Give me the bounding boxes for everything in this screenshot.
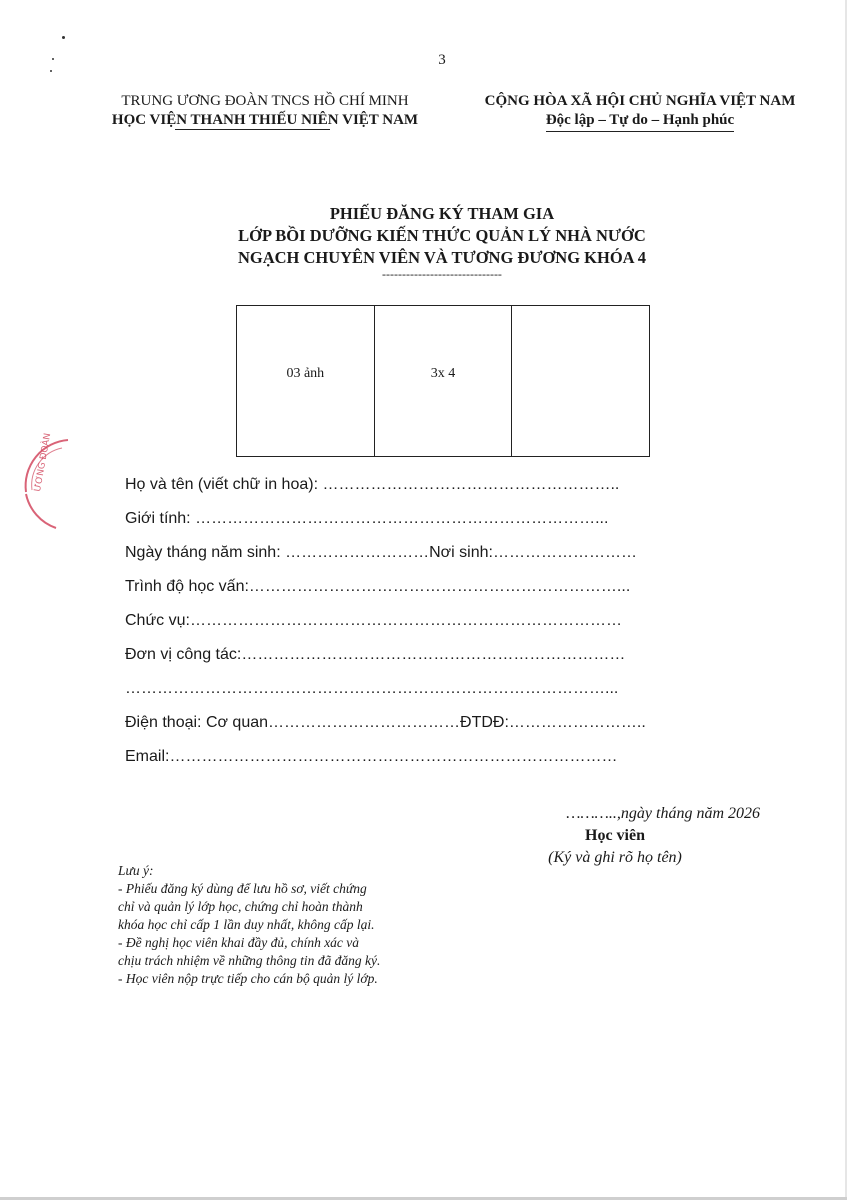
header-right-country: CỘNG HÒA XÃ HỘI CHỦ NGHĨA VIỆT NAM [484,93,796,109]
notes-line-3: khóa học chỉ cấp 1 lần duy nhất, không cấp lại. [118,917,375,932]
scan-speck [52,58,54,60]
field-phone[interactable]: Điện thoại: Cơ quan………………………………ĐTDĐ:…………………….. [125,714,646,731]
notes-line-6: - Học viên nộp trực tiếp cho cán bộ quản lý lớp. [118,971,378,986]
form-title [0,203,847,279]
notes-heading: Lưu ý: [118,863,154,878]
photo-cell-2: 3x 4 [375,306,513,456]
header-right-motto: Độc lập – Tự do – Hạnh phúc [546,111,734,132]
signature-date: ………..,ngày tháng năm 2026 [566,805,760,822]
field-workplace-continued[interactable]: ………………………………………………………………………………... [125,680,619,697]
page-number: 3 [438,52,446,68]
form-fields [125,472,765,778]
form-title-line1: PHIẾU ĐĂNG KÝ THAM GIA [329,204,555,223]
form-title-line2: LỚP BỒI DƯỠNG KIẾN THỨC QUẢN LÝ NHÀ NƯỚC [238,226,646,245]
field-birth[interactable]: Ngày tháng năm sinh: ………………………Nơi sinh:……………………… [125,544,637,561]
header-left-underline [175,129,330,130]
photo-cell-3 [512,306,649,456]
stamp-mark [16,432,76,532]
scan-speck [62,36,65,39]
header-left [70,92,460,130]
signature-block [430,803,770,869]
stamp-text: ƯƠNG ĐOÀN [33,432,54,493]
form-title-line3: NGẠCH CHUYÊN VIÊN VÀ TƯƠNG ĐƯƠNG KHÓA 4 [237,248,647,267]
signature-note: (Ký và ghi rõ họ tên) [548,849,682,866]
field-email[interactable]: Email:………………………………………………………………………… [125,748,618,765]
field-education[interactable]: Trình độ học vấn:……………………………………………………………... [125,578,631,595]
field-workplace[interactable]: Đơn vị công tác:……………………………………………………………… [125,646,626,663]
scan-speck [50,70,52,72]
notes-block [118,862,468,988]
signature-title: Học viên [585,827,645,844]
header-left-org: TRUNG ƯƠNG ĐOÀN TNCS HỒ CHÍ MINH [121,93,409,109]
notes-line-1: - Phiếu đăng ký dùng để lưu hồ sơ, viết chứng [118,881,367,896]
title-separator: ------------------------------ [382,267,502,281]
photo-cell-1: 03 ảnh [237,306,375,456]
notes-line-4: - Đề nghị học viên khai đầy đủ, chính xác và [118,935,360,950]
field-full-name[interactable]: Họ và tên (viết chữ in hoa): ……………………………………………….. [125,476,620,493]
field-gender[interactable]: Giới tính: …………………………………………………………………... [125,510,609,527]
notes-line-2: chỉ và quản lý lớp học, chứng chỉ hoàn thành [118,899,363,914]
notes-line-5: chịu trách nhiệm về những thông tin đã đăng ký. [118,953,381,968]
field-position[interactable]: Chức vụ:……………………………………………………………………… [125,612,622,629]
header-left-institute: HỌC VIỆN THANH THIẾU NIÊN VIỆT NAM [111,112,419,128]
photo-box [236,305,650,457]
header-right [440,92,840,132]
